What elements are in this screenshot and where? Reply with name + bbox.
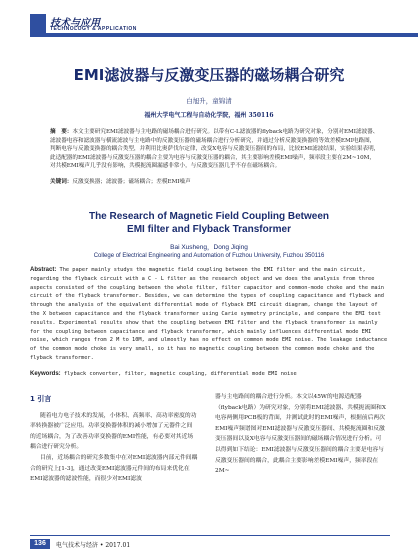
section-title: 技术与应用 — [50, 18, 100, 29]
page-number: 136 — [30, 539, 50, 549]
en-paper-title — [0, 210, 418, 236]
intro-heading: 1 引言 — [30, 395, 52, 403]
body-column-right — [215, 392, 387, 477]
body-column-left — [30, 392, 198, 485]
page-footer — [0, 531, 418, 551]
cn-affiliation: 福州大学电气工程与自动化学院，福州 350116 — [144, 112, 274, 119]
en-abstract — [30, 266, 390, 363]
cn-keywords-text: 反激变换器；滤波器；磁场耦合；差模EMI噪声 — [72, 179, 191, 185]
cn-keywords-label: 关键词： — [50, 179, 73, 185]
journal-header — [0, 0, 418, 52]
journal-name: 电气技术与经济 • 2017.01 — [56, 542, 131, 549]
en-affiliation: College of Electrical Engineering and Automation of Fuzhou University, Fuzhou 350116 — [93, 253, 325, 259]
intro-paragraph-3: 器与主电路间的耦合进行分析。本文以45W的电源适配器（flyback电路）为研究对象，分别将EMI滤波器、共模扼流圈和X电容两侧用PCB板的背面，并测试此时的EMI噪声，根据前后两次EMI噪声频谱图对EMI滤波器与反激变压器间、共模扼流圈和反激变压器间以及X电容与反激变压器间的磁场耦合情况进行分析。可以得到如下结论：EMI滤波器与反激变压器间的耦合主要是电容与反激变压器间的耦合，此耦合主要影响差模EMI噪声，频率段在2M~ — [215, 394, 386, 475]
cn-authors: 白旭升，童锦清 — [186, 97, 232, 105]
cn-paper-title: EMI滤波器与反激变压器的磁场耦合研究 — [73, 66, 345, 84]
cn-abstract — [50, 128, 380, 171]
en-abstract-label: Abstract: — [30, 267, 57, 273]
en-title-line-1: The Research of Magnetic Field Coupling Between — [88, 211, 330, 222]
en-abstract-text: The paper mainly studys the magnetic field coupling between the EMI filter and the main circuit, regarding the flyback circuit with a C - L filter as the research object and we does the analysis from three aspects consisted of the coupling between the whole filter, filter capacitor and common-mode choke and the main circuit of the flyback transformer. Besides, we can determine the types of coupling capacitance and flyback and through the analysis of the equivalent differential mode of flyback EMI circuit diagram, change the layout of the X between capacitance and the flyback transformer using Carie symmetry principle, and compare the EMI test results. Experimental results show that the coupling between EMI filter and the flyback transformer is mainly for the coupling between capacitance and flyback transformer, which mainly influences differential mode EMI noise, which ranges from 2 M to 10M, and ulmostly has no effect on common mode EMI noise. The leakage inductance of the common mode choke is very small, so it has no magnetic coupling between the common mode choke and the flyback transformer. — [30, 267, 388, 361]
header-divider — [30, 33, 418, 37]
en-title-line-2: EMI filter and Flyback Transformer — [127, 224, 291, 235]
cn-keywords — [50, 178, 380, 187]
en-keywords-text: flyback converter, filter, magnetic coupling, differential mode EMI noise — [63, 371, 297, 377]
en-keywords-label: Keywords: — [30, 371, 61, 377]
intro-paragraph-1: 随着电力电子技术的发展，小体积、高频率、高功率密度的功率转换器被广泛应用。功率变换器体积的减小增加了元器件之间的近场耦合，为了改善功率变换器的EMI性能，有必要对其近场耦合进行研究分析。 — [30, 412, 197, 451]
en-keywords — [30, 370, 390, 378]
cn-abstract-label: 摘 要： — [50, 129, 73, 135]
intro-paragraph-2: 目前，近场耦合的研究多数集中在对EMI滤波器内部元件间耦合的研究上[1-3]，通过改变EMI滤波器元件间的布局来优化在EMI滤波器的滤波性能，而很少对EMI滤波 — [30, 454, 198, 483]
footer-divider — [30, 535, 390, 536]
section-subtitle: TECHNOLOGY & APPLICATION — [50, 26, 137, 32]
cn-abstract-text: 本文主要研究EMI滤波器与主电路的磁场耦合进行研究。以带有C-L滤波器的flyback电路为研究对象，分别对EMI滤波器、滤波器电容和滤波器与横流滤波与主电路中的反激变压器的磁场耦合进行分析研究，并通过分析反激变换器的等效差模EMI电路图，判断电容与反激变换器的耦合类型，并利用比奥萨伐尔定律，改变X电容与反激变压器间的布局，比较EMI滤波结果，实验结果表明，此适配器的EMI滤波器与反激变压器的耦合主要为电容与反激变压器的耦合，其主要影响差模EMI噪声，频率段主要在2M~10M，对共模EMI噪声几乎没有影响，共模扼流圈漏感非常小，与反激变压器几乎不存在磁场耦合。 — [50, 129, 380, 170]
en-authors: Bai Xusheng，Dong Jiqing — [170, 244, 248, 251]
